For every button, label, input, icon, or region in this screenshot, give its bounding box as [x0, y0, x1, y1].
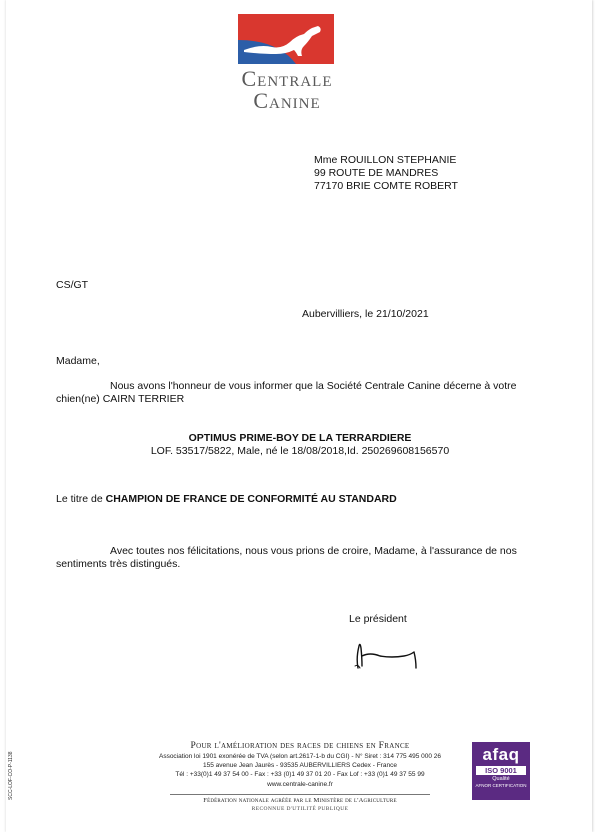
intro-paragraph [56, 380, 526, 406]
date-line: Aubervilliers, le 21/10/2021 [302, 308, 429, 320]
champion-title: CHAMPION DE FRANCE DE CONFORMITÉ AU STANDARD [105, 493, 397, 505]
salutation: Madame, [56, 355, 100, 367]
president-signature [350, 634, 422, 674]
letter-page [6, 0, 592, 832]
reference-code: CS/GT [56, 279, 89, 291]
footer-public-utility [0, 806, 600, 812]
footer-phone: Tél : +33(0)1 49 37 54 00 - Fax : +33 (0)1 49 37 01 20 - Fax Lof : +33 (0)1 49 37 55 99 [175, 771, 425, 778]
recipient-address [314, 154, 458, 193]
recipient-city: 77170 BRIE COMTE ROBERT [314, 180, 458, 192]
footer-heading-text: Pour l'amélioration des races de chiens en France [190, 741, 410, 751]
logo-line2: Canine [253, 88, 321, 113]
closing-paragraph [56, 545, 536, 571]
dog-name: OPTIMUS PRIME-BOY DE LA TERRARDIERE [188, 432, 412, 444]
dog-logo-icon [238, 14, 334, 64]
document-side-code: SCC-LOF-CO-P-1138 [8, 751, 14, 800]
title-prefix: Le titre de [56, 493, 103, 505]
centrale-canine-logo [238, 14, 336, 112]
footer-legal: Association loi 1901 exonérée de TVA (selon art.2617-1-b du CGI) - N° Siret : 314 775 495 000 26 [158, 753, 442, 760]
footer-divider [170, 794, 430, 795]
afaq-certification-badge [472, 742, 530, 800]
quality-label: Qualité [492, 776, 510, 782]
footer-website[interactable]: www.centrale-canine.fr [267, 781, 333, 788]
title-line [56, 493, 397, 506]
iso-standard: ISO 9001 [476, 766, 526, 775]
footer-federation-text: Fédération nationale agréée par le Ministère de l'Agriculture [203, 797, 397, 804]
afaq-brand: afaq [482, 745, 520, 764]
certification-issuer: AFNOR CERTIFICATION [475, 783, 527, 788]
recipient-name: Mme ROUILLON STEPHANIE [314, 154, 457, 166]
closing-text: Avec toutes nos félicitations, nous vous prions de croire, Madame, à l'assurance de nos sentiments très distingués. [56, 545, 517, 570]
president-label: Le président [349, 613, 407, 625]
footer-public-utility-text: RECONNUE D'UTILITÉ PUBLIQUE [251, 806, 349, 812]
dog-info: LOF. 53517/5822, Male, né le 18/08/2018,Id. 250269608156570 [150, 445, 450, 457]
recipient-street: 99 ROUTE DE MANDRES [314, 167, 439, 179]
intro-text: Nous avons l'honneur de vous informer que la Société Centrale Canine décerne à votre chien(ne) CAIRN TERRIER [56, 380, 517, 405]
logo-line1: Centrale [241, 66, 333, 91]
footer-address: 155 avenue Jean Jaurès - 93535 AUBERVILLIERS Cedex - France [203, 762, 397, 769]
logo-text [238, 68, 336, 112]
